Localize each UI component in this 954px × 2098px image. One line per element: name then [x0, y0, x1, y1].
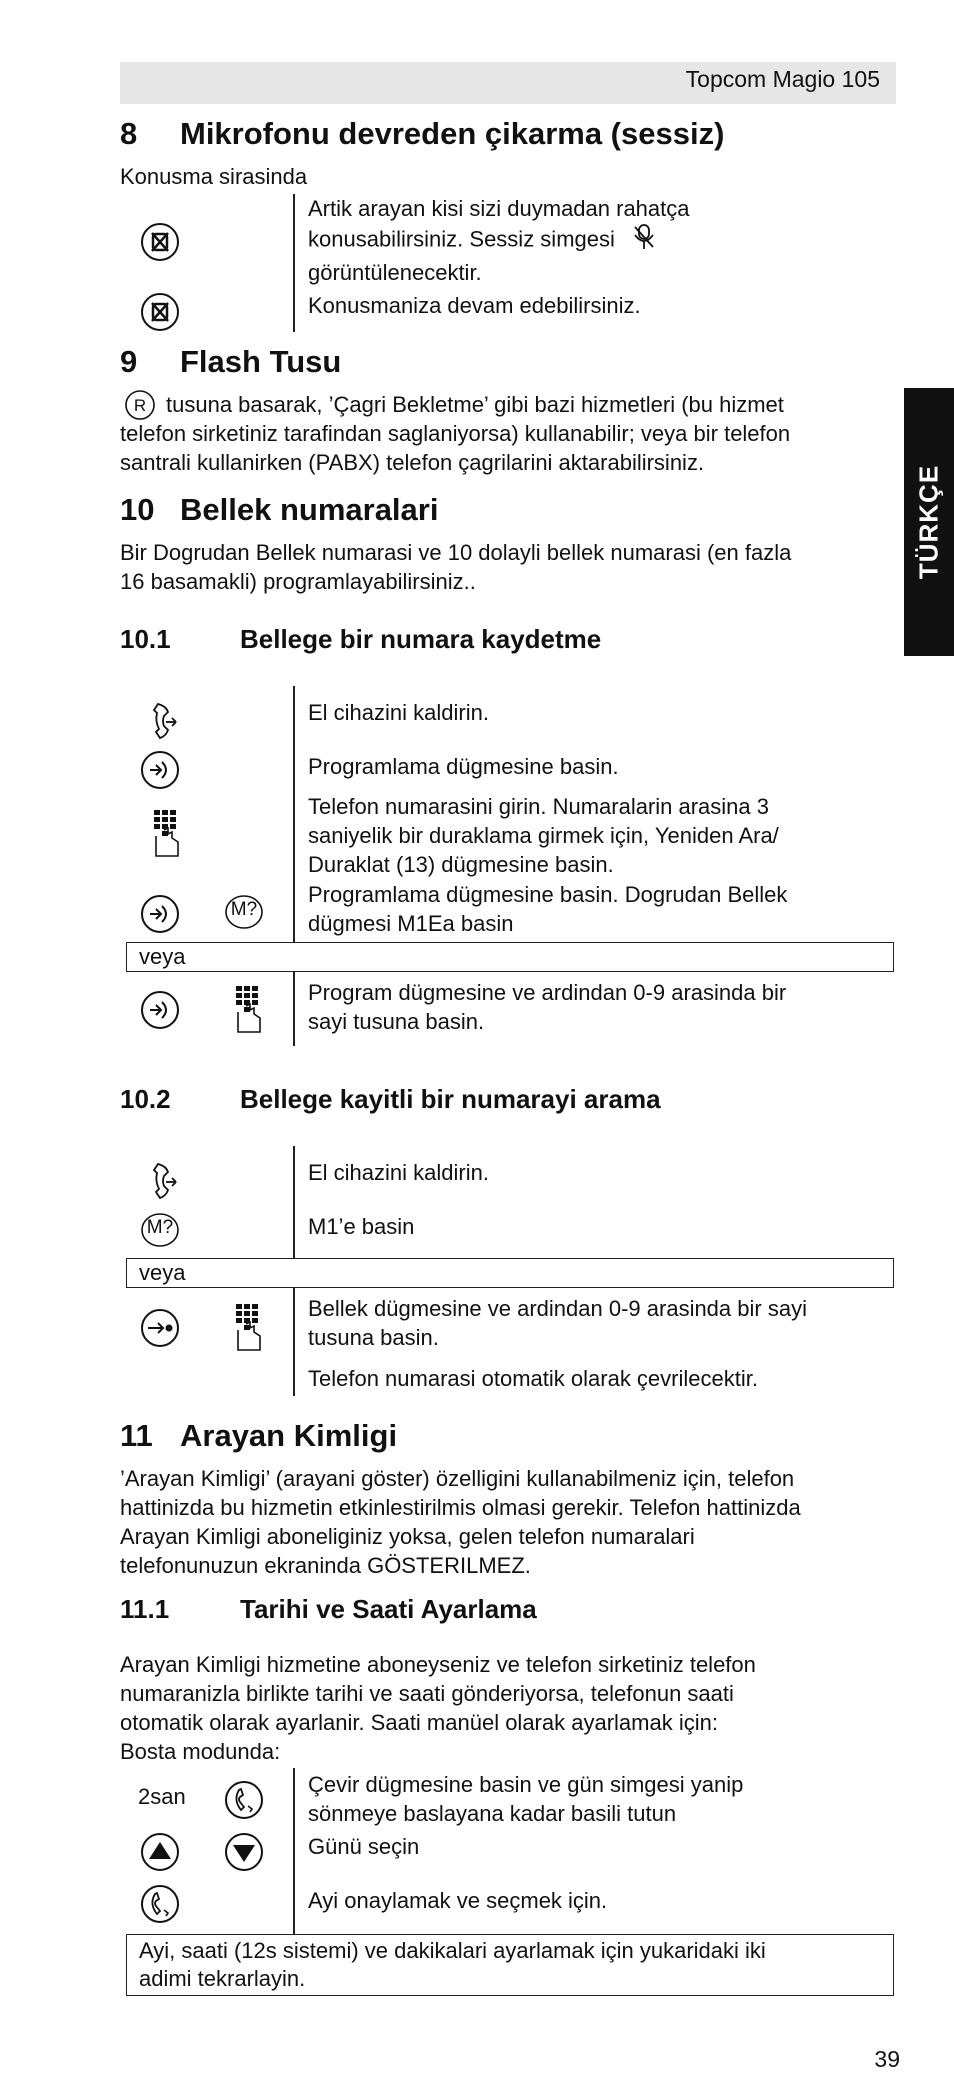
table-divider: [293, 1768, 295, 1934]
table-divider: [293, 1146, 295, 1258]
step-text: Artik arayan kisi sizi duymadan rahatça konusabilirsiniz. Sessiz simgesi görüntülenecektir.: [308, 196, 690, 285]
memory-key-icon: [140, 1308, 180, 1348]
table-divider: [293, 1288, 295, 1396]
table-divider: [293, 686, 295, 942]
step-text: El cihazini kaldirin.: [308, 1160, 489, 1185]
mute-key-icon: [140, 292, 180, 332]
step-text: Çevir dügmesine basin ve gün simgesi yanip sönmeye baslayana kadar basili tutun: [308, 1772, 744, 1826]
section-8-heading: 8 Mikrofonu devreden çikarma (sessiz): [120, 116, 725, 151]
note-box: Ayi, saati (12s sistemi) ve dakikalari ayarlamak için yukaridaki iki adimi tekrarlayin.: [126, 1934, 894, 1996]
memory-m-key-label: M?: [146, 1217, 174, 1238]
keypad-icon: [232, 984, 264, 1036]
step-text: Programlama dügmesine basin.: [308, 754, 619, 779]
section-9-body: tusuna basarak, ’Çagri Bekletme’ gibi bazi hizmetleri (bu hizmet telefon sirketiniz tarafindan saglaniyorsa) kullanabilir; veya bir telefon santrali kullanirken (PABX) telefon çagrilarini aktarabilirsiniz.: [120, 392, 791, 475]
section-10-body: Bir Dogrudan Bellek numarasi ve 10 dolayli bellek numarasi (en fazla 16 basamakli) programlayabilirsiniz..: [120, 540, 792, 594]
mute-symbol-icon: [633, 223, 655, 258]
section-8-intro: Konusma sirasinda: [120, 164, 308, 189]
up-arrow-key-icon: [140, 1832, 180, 1872]
step-text: Konusmaniza devam edebilirsiniz.: [308, 293, 641, 318]
hold-duration-label: 2san: [138, 1784, 186, 1809]
step-text: Program dügmesine ve ardindan 0-9 arasinda bir sayi tusuna basin.: [308, 980, 787, 1034]
step-text: Bellek dügmesine ve ardindan 0-9 arasinda bir sayi tusuna basin.: [308, 1296, 807, 1350]
section-11-heading: 11 Arayan Kimligi: [120, 1418, 398, 1453]
keypad-icon: [150, 808, 182, 860]
running-header: [120, 62, 896, 104]
step-text: Ayi onaylamak ve seçmek için.: [308, 1888, 608, 1913]
mute-key-icon: [140, 222, 180, 262]
memory-m-key-icon: [140, 1212, 180, 1248]
table-divider: [293, 194, 295, 332]
program-key-icon: [140, 894, 180, 934]
program-key-icon: [140, 990, 180, 1030]
memory-m-key-label: M?: [230, 899, 258, 920]
section-11-1-heading: 11.1 Tarihi ve Saati Ayarlama: [120, 1594, 537, 1624]
down-arrow-key-icon: [224, 1832, 264, 1872]
page-number: 39: [874, 2046, 900, 2072]
language-tab-label: TÜRKÇE: [913, 464, 944, 580]
keypad-icon: [232, 1302, 264, 1354]
program-key-icon: [140, 750, 180, 790]
section-11-1-body: Arayan Kimligi hizmetine aboneyseniz ve telefon sirketiniz telefon numaranizla birlikte tarihi ve saati gönderiyorsa, telefonun saati otomatik olarak ayarlanir. Saati manüel olarak ayarlamak için: Bosta modunda:: [120, 1652, 756, 1764]
step-text: M1’e basin: [308, 1214, 415, 1239]
or-separator: veya: [126, 942, 894, 972]
step-text: Telefon numarasini girin. Numaralarin arasina 3 saniyelik bir duraklama girmek için, Yeniden Ara/ Duraklat (13) dügmesine basin.: [308, 794, 779, 877]
dial-key-icon: [224, 1780, 264, 1820]
section-10-2-heading: 10.2 Bellege kayitli bir numarayi arama: [120, 1084, 661, 1114]
step-text: Günü seçin: [308, 1834, 420, 1859]
language-tab: [904, 388, 954, 656]
section-11-body: ’Arayan Kimligi’ (arayani göster) özelligini kullanabilmeniz için, telefon hattinizda bu hizmetin etkinlestirilmis olmasi gerekir. Telefon hattinizda Arayan Kimligi aboneliginiz yoksa, gelen telefon numaralari telefonunuzun ekraninda GÖSTERILMEZ.: [120, 1466, 801, 1578]
section-10-1-heading: 10.1 Bellege bir numara kaydetme: [120, 624, 602, 654]
header-title: Topcom Magio 105: [685, 66, 880, 92]
step-text: El cihazini kaldirin.: [308, 700, 489, 725]
or-separator: veya: [126, 1258, 894, 1288]
dial-key-icon: [140, 1884, 180, 1924]
svg-text:R: R: [133, 396, 147, 415]
off-hook-handset-icon: [144, 1160, 178, 1204]
memory-m-key-icon: [224, 894, 264, 930]
step-text: Telefon numarasi otomatik olarak çevrilecektir.: [308, 1366, 758, 1391]
step-text: Programlama dügmesine basin. Dogrudan Bellek dügmesi M1Ea basin: [308, 882, 788, 936]
table-divider: [293, 972, 295, 1046]
off-hook-handset-icon: [144, 700, 178, 744]
section-9-heading: 9 Flash Tusu: [120, 344, 342, 379]
section-10-heading: 10 Bellek numaralari: [120, 492, 439, 527]
